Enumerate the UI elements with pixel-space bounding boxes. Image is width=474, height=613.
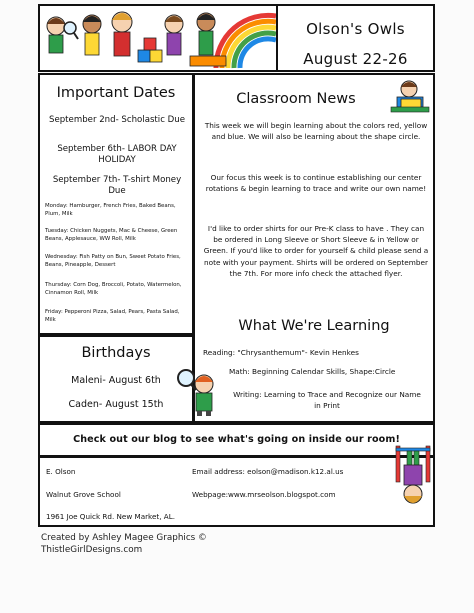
lunch-menu-item: Monday: Hamburger, French Fries, Baked Beans, Plum, Milk xyxy=(45,203,176,218)
reading-kid-icon xyxy=(391,79,431,113)
birthdays-heading: Birthdays xyxy=(81,345,151,361)
learning-item: Math: Beginning Calendar Skills, Shape:Circle xyxy=(229,367,396,376)
blog-text: Check out our blog to see what's going on inside our room! xyxy=(73,434,400,445)
contact-name: E. Olson xyxy=(46,467,76,476)
news-paragraph: This week we will begin learning about the colors red, yellow and blue. We will also be learning about the shape circle. xyxy=(204,121,428,142)
credit-line: Created by Ashley Magee Graphics © xyxy=(41,533,207,543)
lunch-menu-item: Thursday: Corn Dog, Broccoli, Potato, Watermelon, Cinnamon Roll, Milk xyxy=(45,282,182,297)
contact-school: Walnut Grove School xyxy=(46,490,121,499)
contact-webpage: Webpage:www.mrseolson.blogspot.com xyxy=(192,490,336,499)
upside-down-kid-icon xyxy=(394,446,432,516)
contact-email: Email address: eolson@madison.k12.al.us xyxy=(192,467,344,476)
news-paragraph: Our focus this week is to continue establishing our center rotations & begin learning to trace and write our own name! xyxy=(205,173,427,194)
magnifier-kid-icon xyxy=(174,368,220,416)
classroom-news-panel xyxy=(193,73,435,423)
lunch-menu-item: Tuesday: Chicken Nuggets, Mac & Cheese, Green Beans, Applesauce, WW Roll, Milk xyxy=(45,228,178,243)
important-dates-panel xyxy=(38,73,194,335)
important-dates-heading: Important Dates xyxy=(56,85,176,101)
birthday-item: Maleni- August 6th xyxy=(71,375,161,386)
lunch-menu-item: Wednesday: Fish Patty on Bun, Sweet Potato Fries, Beans, Pineapple, Dessert xyxy=(45,254,181,269)
news-paragraph: I'd like to order shirts for our Pre-K class to have . They can be ordered in Long Sleeve or Short Sleeve & in Yellow or Green. If you'd like to order for yourself & child please send a note with your payment. Shirts will be ordered on September the 7th. For more info check the attached flyer. xyxy=(203,224,429,278)
date-item: September 7th- T-shirt Money Due xyxy=(52,175,182,196)
learning-item: Writing: Learning to Trace and Recognize our Name in Print xyxy=(233,390,421,410)
learning-item: Reading: "Chrysanthemum"- Kevin Henkes xyxy=(203,348,359,357)
contact-panel xyxy=(38,456,435,527)
credit-line: ThistleGirlDesigns.com xyxy=(41,545,143,555)
newsletter-title: Olson's Owls xyxy=(306,20,405,38)
birthdays-panel xyxy=(38,335,194,423)
credit-text xyxy=(41,532,207,556)
learning-heading: What We're Learning xyxy=(238,318,390,334)
classroom-news-heading: Classroom News xyxy=(236,91,356,107)
date-item: September 2nd- Scholastic Due xyxy=(48,115,185,125)
header-art-panel xyxy=(38,4,278,72)
newsletter-date-range: August 22-26 xyxy=(303,50,408,68)
contact-address: 1961 Joe Quick Rd. New Market, AL. xyxy=(46,512,175,521)
date-item: September 6th- LABOR DAY HOLIDAY xyxy=(57,144,177,165)
kids-header-art xyxy=(40,6,276,70)
birthday-item: Caden- August 15th xyxy=(68,399,164,410)
title-panel xyxy=(276,4,435,72)
lunch-menu-item: Friday: Pepperoni Pizza, Salad, Pears, Pasta Salad, Milk xyxy=(45,309,180,324)
blog-banner xyxy=(38,423,435,457)
